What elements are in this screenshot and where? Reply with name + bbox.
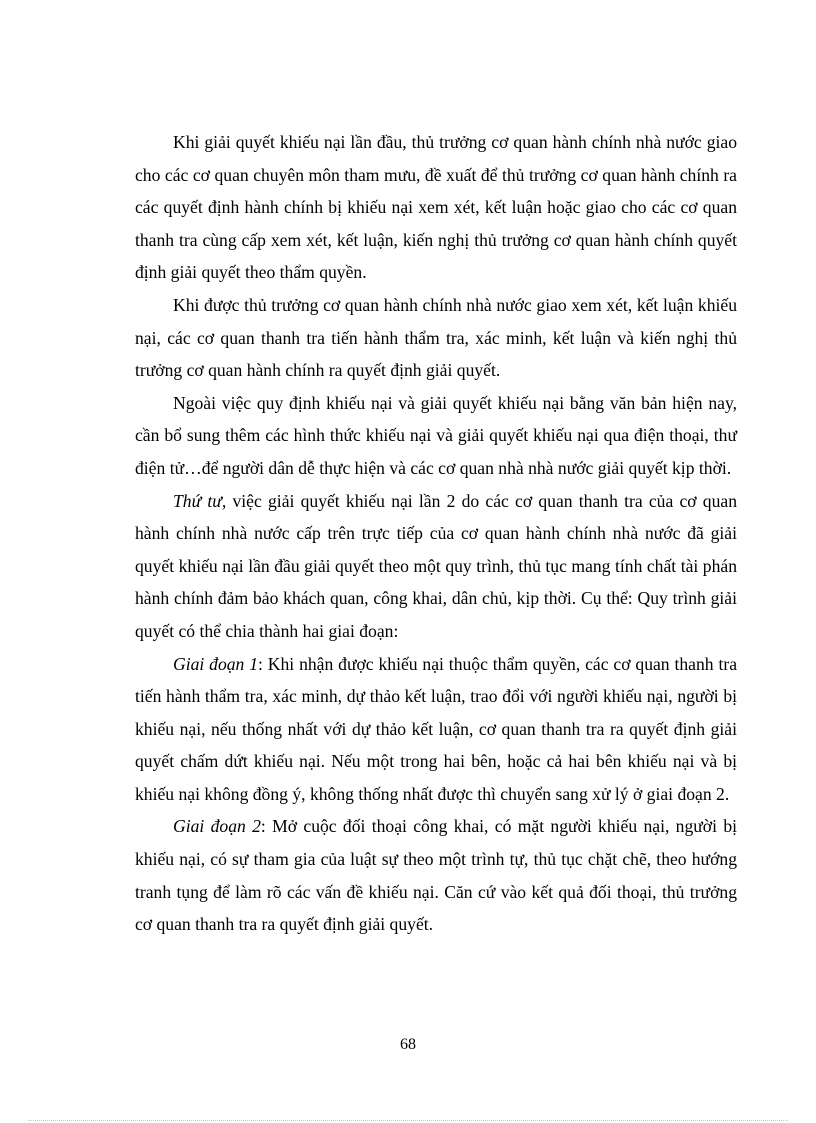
paragraph-4-text: việc giải quyết khiếu nại lần 2 do các cơ quan thanh tra của cơ quan hành chính nhà nước cấp trên trực tiếp của cơ quan hành chính nhà nước đã giải quyết khiếu nại lần đầu giải quyết theo một quy trình, thủ tục mang tính chất tài phán hành chính đảm bảo khách quan, công khai, dân chủ, kịp thời. Cụ thể: Quy trình giải quyết có thể chia thành hai giai đoạn: (135, 490, 737, 641)
paragraph-4-lead: Thứ tư, (173, 490, 227, 511)
paragraph-6 (135, 810, 737, 940)
paragraph-5 (135, 648, 737, 811)
paragraph-5-lead: Giai đoạn 1 (173, 653, 259, 674)
paragraph-3-text: Ngoài việc quy định khiếu nại và giải quyết khiếu nại bằng văn bản hiện nay, cần bổ sung thêm các hình thức khiếu nại và giải quyết khiếu nại qua điện thoại, thư điện tử…để người dân dễ thực hiện và các cơ quan nhà nhà nước giải quyết kịp thời. (135, 392, 737, 478)
paragraph-2-text: Khi được thủ trưởng cơ quan hành chính nhà nước giao xem xét, kết luận khiếu nại, các cơ quan thanh tra tiến hành thẩm tra, xác minh, kết luận và kiến nghị thủ trưởng cơ quan hành chính ra quyết định giải quyết. (135, 294, 737, 381)
paragraph-2 (135, 289, 737, 387)
paragraph-3 (135, 387, 737, 485)
paragraph-6-text: : Mở cuộc đối thoại công khai, có mặt người khiếu nại, người bị khiếu nại, có sự tham gia của luật sự theo một trình tự, thủ tục chặt chẽ, theo hướng tranh tụng để làm rõ các vấn đề khiếu nại. Căn cứ vào kết quả đối thoại, thủ trưởng cơ quan thanh tra ra quyết định giải quyết. (135, 816, 738, 935)
paragraph-4 (135, 485, 737, 648)
page-body (135, 126, 737, 941)
paragraph-1-text: Khi giải quyết khiếu nại lần đầu, thủ trưởng cơ quan hành chính nhà nước giao cho các cơ quan chuyên môn tham mưu, đề xuất để thủ trưởng cơ quan hành chính ra các quyết định hành chính bị khiếu nại xem xét, kết luận hoặc giao cho các cơ quan thanh tra cùng cấp xem xét, kết luận, kiến nghị thủ trưởng cơ quan hành chính quyết định giải quyết theo thẩm quyền. (135, 132, 737, 283)
page-number: 68 (400, 1036, 416, 1053)
paragraph-6-lead: Giai đoạn 2 (173, 816, 261, 837)
paragraph-1 (135, 126, 737, 289)
bottom-divider (28, 1120, 788, 1121)
paragraph-5-text: : Khi nhận được khiếu nại thuộc thẩm quyền, các cơ quan thanh tra tiến hành thẩm tra, xác minh, dự thảo kết luận, trao đổi với người khiếu nại, người bị khiếu nại, nếu thống nhất với dự thảo kết luận, cơ quan thanh tra ra quyết định giải quyết chấm dứt khiếu nại. Nếu một trong hai bên, hoặc cả hai bên khiếu nại và bị khiếu nại không đồng ý, không thống nhất được thì chuyển sang xử lý ở giai đoạn 2. (135, 653, 738, 804)
